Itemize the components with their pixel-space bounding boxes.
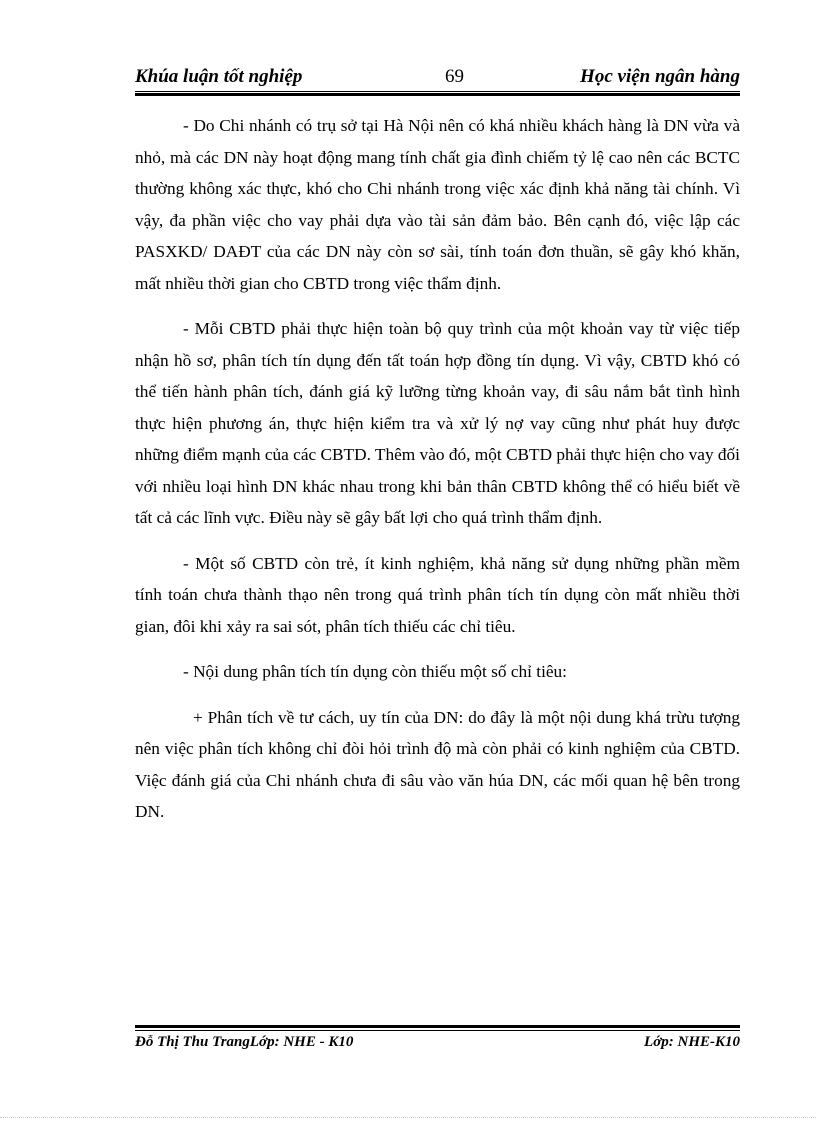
page-bottom-edge [0,1117,816,1118]
page-number: 69 [445,66,464,87]
paragraph-branch-location: - Do Chi nhánh có trụ sở tại Hà Nội nên có khá nhiều khách hàng là DN vừa và nhỏ, mà các DN này hoạt động mang tính chất gia đình chiếm tỷ lệ cao nên các BCTC thường không xác thực, khó cho Chi nhánh trong việc xác định khả năng tài chính. Vì vậy, đa phần việc cho vay phải dựa vào tài sản đảm bảo. Bên cạnh đó, việc lập các PASXKD/ DAĐT của các DN này còn sơ sài, tính toán đơn thuần, sẽ gây khó khăn, mất nhiều thời gian cho CBTD trong việc thẩm định. [135,116,740,293]
paragraph-cbtd-workload: - Mỗi CBTD phải thực hiện toàn bộ quy trình của một khoản vay từ việc tiếp nhận hồ sơ, phân tích tín dụng đến tất toán hợp đồng tín dụng. Vì vậy, CBTD khó có thể tiến hành phân tích, đánh giá kỹ lưỡng từng khoản vay, đi sâu nắm bắt tình hình thực hiện phương án, thực hiện kiểm tra và xử lý nợ vay cũng như phát huy được những điểm mạnh của các CBTD. Thêm vào đó, một CBTD phải thực hiện cho vay đối với nhiều loại hình DN khác nhau trong khi bản thân CBTD không thể có hiểu biết về tất cả các lĩnh vực. Điều này sẽ gây bất lợi cho quá trình thẩm định. [135,319,740,527]
author-class: Đỗ Thị Thu TrangLớp: NHE - K10 [135,1034,354,1050]
page-header [135,62,740,90]
paragraph-cbtd-experience: - Một số CBTD còn trẻ, ít kinh nghiệm, khả năng sử dụng những phần mềm tính toán chưa thành thạo nên trong quá trình phân tích tín dụng còn mất nhiều thời gian, đôi khi xảy ra sai sót, phân tích thiếu các chỉ tiêu. [135,553,740,636]
header-rule-thick [135,93,740,96]
paragraph-missing-criteria: - Nội dung phân tích tín dụng còn thiếu một số chỉ tiêu: [183,662,567,681]
footer-rule-thin [135,1030,740,1031]
class-label: Lớp: NHE-K10 [644,1034,740,1050]
page-footer [135,1034,740,1058]
paragraph-reputation-analysis: + Phân tích về tư cách, uy tín của DN: do đây là một nội dung khá trừu tượng nên việc phân tích không chỉ đòi hỏi trình độ mà còn phải có kinh nghiệm của CBTD. Việc đánh giá của Chi nhánh chưa đi sâu vào văn húa DN, các mối quan hệ bên trong DN. [135,707,740,821]
footer-rule-thick [135,1025,740,1028]
institution-name: Học viện ngân hàng [580,66,740,87]
thesis-title: Khúa luận tốt nghiệp [135,66,303,87]
body-text [135,110,740,842]
header-rule-thin [135,91,740,92]
